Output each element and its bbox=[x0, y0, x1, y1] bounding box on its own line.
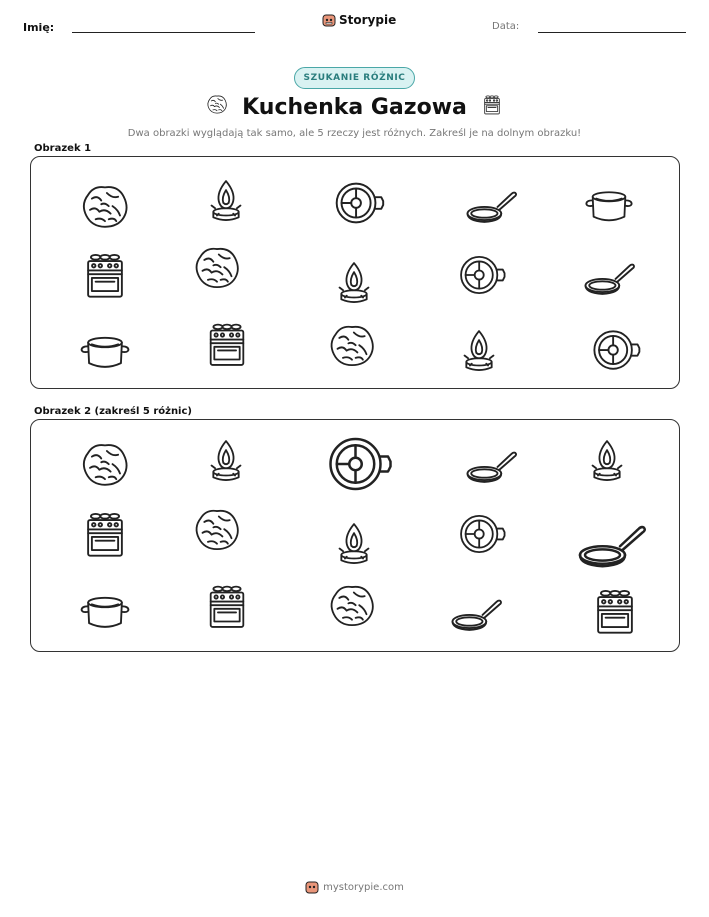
picture1-item bbox=[580, 175, 638, 233]
pot-icon bbox=[75, 320, 135, 380]
picture2-item[interactable] bbox=[578, 432, 636, 490]
picture1-item bbox=[450, 322, 508, 380]
picture1-item bbox=[578, 248, 638, 308]
rock-icon bbox=[323, 578, 381, 636]
logo-text: Storypie bbox=[339, 13, 397, 27]
picture2-item[interactable] bbox=[198, 578, 256, 636]
worksheet-type-badge: SZUKANIE RÓŻNIC bbox=[294, 67, 415, 89]
pan-icon bbox=[445, 584, 505, 644]
title-row bbox=[0, 92, 709, 122]
burner-icon bbox=[325, 515, 383, 573]
picture1-item bbox=[585, 320, 645, 380]
storypie-mascot-icon bbox=[305, 880, 319, 894]
picture1-item bbox=[75, 320, 135, 380]
instructions: Dwa obrazki wyglądają tak samo, ale 5 rzeczy jest różnych. Zakreśl je na dolnym obrazku! bbox=[127, 128, 582, 139]
rock-icon bbox=[323, 318, 381, 376]
picture1-item bbox=[75, 246, 135, 306]
pan-icon bbox=[578, 248, 638, 308]
pan-icon bbox=[570, 505, 650, 585]
rock-icon bbox=[204, 92, 230, 122]
burner-icon bbox=[450, 322, 508, 380]
picture2-item[interactable] bbox=[570, 505, 650, 585]
stove-icon bbox=[198, 578, 256, 636]
picture1-item bbox=[452, 246, 510, 304]
storypie-mascot-icon bbox=[322, 13, 336, 27]
picture2-item[interactable] bbox=[318, 424, 398, 504]
page-title: Kuchenka Gazowa bbox=[242, 94, 467, 120]
rock-icon bbox=[188, 502, 246, 560]
burner-icon bbox=[197, 172, 255, 230]
picture1-item bbox=[460, 176, 520, 236]
knob-icon bbox=[452, 505, 510, 563]
knob-icon bbox=[318, 424, 398, 504]
rock-icon bbox=[204, 92, 230, 118]
burner-icon bbox=[578, 432, 636, 490]
rock-icon bbox=[75, 178, 135, 238]
footer-url: mystorypie.com bbox=[323, 881, 404, 893]
date-label: Data: bbox=[492, 21, 520, 32]
date-field-line[interactable] bbox=[538, 32, 686, 33]
pan-icon bbox=[460, 176, 520, 236]
picture1-item bbox=[197, 172, 255, 230]
burner-icon bbox=[197, 432, 255, 490]
name-label: Imię: bbox=[23, 21, 55, 34]
picture2-label: Obrazek 2 (zakreśl 5 różnic) bbox=[34, 406, 192, 417]
stove-icon bbox=[585, 582, 645, 642]
stove-icon bbox=[479, 92, 505, 122]
picture2-item[interactable] bbox=[460, 436, 520, 496]
name-field-line[interactable] bbox=[72, 32, 255, 33]
picture2-item[interactable] bbox=[75, 436, 135, 496]
knob-icon bbox=[585, 320, 645, 380]
pot-icon bbox=[75, 580, 135, 640]
stove-icon bbox=[75, 505, 135, 565]
picture1-item bbox=[325, 254, 383, 312]
picture2-item[interactable] bbox=[75, 505, 135, 565]
picture2-item[interactable] bbox=[325, 515, 383, 573]
stove-icon bbox=[198, 316, 256, 374]
picture2-item[interactable] bbox=[585, 582, 645, 642]
storypie-logo bbox=[322, 13, 396, 27]
stove-icon bbox=[479, 92, 505, 118]
picture1-item bbox=[198, 316, 256, 374]
rock-icon bbox=[188, 240, 246, 298]
pan-icon bbox=[460, 436, 520, 496]
picture2-item[interactable] bbox=[452, 505, 510, 563]
picture2-item[interactable] bbox=[188, 502, 246, 560]
rock-icon bbox=[75, 436, 135, 496]
knob-icon bbox=[327, 172, 389, 234]
footer bbox=[0, 880, 709, 894]
picture1-item bbox=[323, 318, 381, 376]
picture1-item bbox=[75, 178, 135, 238]
picture1-item bbox=[327, 172, 389, 234]
picture2-item[interactable] bbox=[197, 432, 255, 490]
pot-icon bbox=[580, 175, 638, 233]
picture1-item bbox=[188, 240, 246, 298]
knob-icon bbox=[452, 246, 510, 304]
picture2-item[interactable] bbox=[323, 578, 381, 636]
burner-icon bbox=[325, 254, 383, 312]
picture2-item[interactable] bbox=[445, 584, 505, 644]
picture2-item[interactable] bbox=[75, 580, 135, 640]
stove-icon bbox=[75, 246, 135, 306]
picture1-label: Obrazek 1 bbox=[34, 143, 92, 154]
